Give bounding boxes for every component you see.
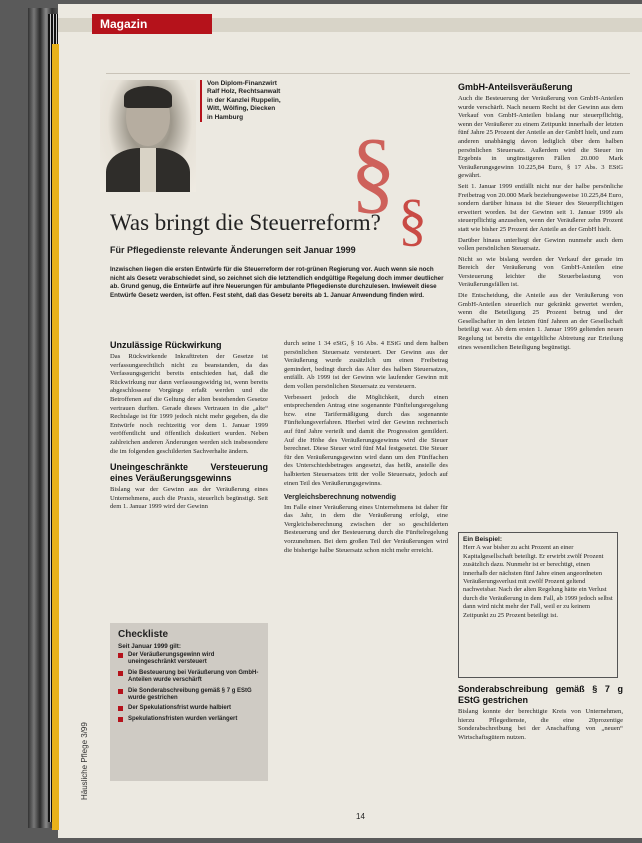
article-title: Was bringt die Steuerreform? bbox=[110, 210, 381, 235]
page-number: 14 bbox=[356, 812, 365, 821]
example-box bbox=[458, 532, 618, 678]
checklist-item: Der Spekulationsfrist wurde halbiert bbox=[118, 705, 260, 712]
body-text: Seit 1. Januar 1999 entfällt nicht nur der halbe persönliche Freibetrag von 20.000 Mark beziehungsweise 10.225,84 Euro, sondern darüber hinaus ist die Steuer des Steuerpflichtigen erweitert worden. Ist der Gewinn seit 1. Januar 1999 als steuerpflichtig anzusehen, wenn der Veräußerer zehn Prozent statt wie bisher 25 Prozent der Anteile an der GmbH hielt. bbox=[458, 182, 623, 233]
body-text: Darüber hinaus unterliegt der Gewinn nunmehr auch dem vollen persönlichen Steuersatz. bbox=[458, 236, 623, 253]
example-text: Herr A war bisher zu acht Prozent an einer Kapitalgesellschaft beteiligt. Er erwirbt zwölf Prozent zusätzlich dazu. Nunmehr ist er berechtigt, einen innerhalb der nächsten fünf Jahre einen angeordneten Veräußerungsverlust mit zwölf Prozent geltend nachweisbar. Nach der alten Regelung hätte ein Verlust durch die Veräußerung in dem Fall, ab 1999 jedoch selbst dann wird nicht mehr der Fall, weil er zu keinem Zeitpunkt zu 25 Prozent beteiligt ist. bbox=[463, 544, 613, 619]
author-photo bbox=[100, 80, 196, 192]
body-text: Bislang konnte der berechtigte Kreis von Unternehmen, hierzu Pflegedienste, die eine 20prozentige Sonderabschreibung bei der Anschaffung von „neuen“ Wirtschaftsgütern nutzen. bbox=[458, 708, 623, 741]
page-edge-stripe bbox=[52, 44, 59, 830]
paragraph-symbol-graphic: § bbox=[350, 120, 396, 222]
checklist-item: Die Sonderabschreibung gemäß § 7 g EStG wurde gestrichen bbox=[118, 688, 260, 703]
section-heading: Vergleichsberechnung notwendig bbox=[284, 494, 397, 502]
checklist-item: Spekulationsfristen wurden verlängert bbox=[118, 716, 260, 723]
checklist-subtitle: Seit Januar 1999 gilt: bbox=[118, 643, 181, 650]
body-text: Verbessert jedoch die Möglichkeit, durch einen entsprechenden Antrag eine sogenannte Fünftelungsregelung bzw. eine Tarifermäßigung durch das sogenannte Fünftelungsverfahren. Hierbei wird der Gewinn rechnerisch auf fünf Jahre verteilt und damit die Progression gemildert. Auf die Höhe des Veräußerungsgewinns wird die Steuer berechnet. Diese Steuer wird fünf Mal festgesetzt. Die Steuer für den Veräußerungsgewinn wird dann um den Fünffachen des Unterschiedsbetrages angesetzt, das heißt, anstelle des halbierten Steuersatzes tritt der volle Steuersatz, jedoch auf einen Teil des Veräußerungsgewinns. bbox=[284, 393, 448, 487]
column-3-bottom bbox=[458, 684, 623, 744]
byline-line: in der Kanzlei Ruppelin, bbox=[207, 96, 281, 104]
section-heading: GmbH-Anteilsveräußerung bbox=[458, 82, 573, 92]
section-label: Magazin bbox=[92, 14, 212, 34]
author-byline bbox=[200, 80, 337, 122]
byline-line: Witt, Wölfing, Diecken bbox=[207, 105, 276, 113]
checklist-box bbox=[110, 623, 268, 781]
article-subtitle: Für Pflegedienste relevante Änderungen seit Januar 1999 bbox=[110, 245, 356, 255]
section-heading: Sonderabschreibung gemäß § 7 g EStG gestrichen bbox=[458, 684, 623, 705]
body-text: Im Falle einer Veräußerung eines Unternehmens ist daher für das Jahr, in dem die Veräußerung erfolgt, eine Vergleichsberechnung zwischen der so geschilderten Besteuerung und der Besteuerung durch die Fünftelregelung vorzunehmen. Bei dem großen Teil der Veräußerungen wird die bisherige halbe Steuersatz schon nicht mehr erreicht. bbox=[284, 503, 448, 554]
journal-side-label: Häusliche Pflege 3/99 bbox=[80, 722, 89, 800]
body-text: Die Entscheidung, die Anteile aus der Veräußerung von GmbH-Anteilen steuerlich nur gekränkt gewertet werden, wenn die Beteiligung 25 Prozent betrug und der Gesellschafter in den letzten fünf Jahren an der Gesellschaft beteiligt war. Ab dem ersten 1. Januar 1999 geltenden neuen Regelung ist bereits die entgeltliche Abtretung zur Erteilung eines wesentlichen Beteiligung begünstigt. bbox=[458, 292, 623, 351]
byline-line: in Hamburg bbox=[207, 113, 244, 121]
example-title: Ein Beispiel: bbox=[463, 536, 503, 543]
body-text: Nicht so wie bislang werden der Verkauf der gerade im Bereich der Veräußerung von GmbH-Anteilen eine Versteuerung leichter die Steuerbelastung von Veräußerungsfällen ist. bbox=[458, 255, 623, 289]
body-text: durch seine 1 34 eStG, § 16 Abs. 4 EStG und dem halben persönlichen Steuersatz versteuert. Der Gewinn aus der Veräußerung wurde zusätzlich um einen Freibetrag gemindert, bedingt durch das Alter des halben Steuersatzes, entfällt. Ab 1999 ist der Gewinn wie laufender Gewinn mit dem vollen persönlichen Steuersatz zu versteuern. bbox=[284, 340, 448, 390]
body-text: Auch die Besteuerung der Veräußerung von GmbH-Anteilen wurde verschärft. Nach neuem Recht ist der Gewinn aus dem Verkauf von GmbH-Anteilen bislang nur steuerpflichtig, wenn der Veräußerer zu einem Zeitpunkt innerhalb der letzten fünf Jahre 25 Prozent der Anteile an der GmbH hielt, und zum anderen unabhängig davon lediglich über dem halben persönlichen Steuersatz. Außerdem wird die Steuer im Ergebnis in ungünstigeren Fällen 20.000 Mark Veräußerungsgewinn 10.225,84 Euro, § 17 Abs. 3 EStG gewährt. bbox=[458, 95, 623, 180]
paragraph-symbol-graphic: § bbox=[398, 187, 427, 252]
column-2 bbox=[284, 340, 448, 557]
body-text: Bislang war der Gewinn aus der Veräußerung eines Unternehmens, auch die Praxis, steuerlich begünstigt. Seit dem 1. Januar 1999 wird der Gewinn bbox=[110, 486, 268, 511]
checklist-item: Die Besteuerung bei Veräußerung von GmbH-Anteilen wurde verschärft bbox=[118, 670, 260, 685]
header-rule bbox=[106, 73, 630, 74]
section-heading: Uneingeschränkte Versteuerung eines Veräußerungsgewinns bbox=[110, 462, 268, 484]
section-heading: Unzulässige Rückwirkung bbox=[110, 340, 222, 350]
checklist-item: Der Veräußerungsgewinn wird uneingeschränkt versteuert bbox=[118, 652, 260, 667]
byline-line: Von Diplom-Finanzwirt bbox=[207, 80, 277, 87]
column-3 bbox=[458, 82, 623, 354]
article-lead: Inzwischen liegen die ersten Entwürfe für die Steuerreform der rot-grünen Regierung vor. Auch wenn sie noch nicht als Gesetz verabschiedet sind, so zeichnet sich die letztendlich endgültige Regelung doch immer deutlicher ab. Grund genug, die Entwürfe auf ihre Neuerungen für ambulante Pflegedienste durchzulesen. Inwieweit diese Entwürfe Gesetz werden, ist offen. Fest steht, daß das Gesetz bereits ab 1. Januar Anwendung finden wird. bbox=[110, 266, 444, 299]
checklist-title: Checkliste bbox=[118, 629, 169, 640]
body-text: Das Rückwirkende Inkrafttreten der Gesetze ist verfassungsrechtlich nicht zu beanstanden, da das Verfassungsgericht bereits entschieden hat, daß die Rückwirkung nur dann verfassungswidrig ist, wenn bereits abgeschlossene Vorgänge erfaßt werden und die Betroffenen auf die Geltung der alten bestehenden Gesetze vertrauen durften. Gerade dieses Vertrauen in die „alte“ Rechtslage ist für 1999 jedoch nicht mehr gegeben, da die Entwürfe noch rechtzeitig vor dem 1. Januar 1999 veröffentlicht und öffentlich diskutiert wurden. Neben zahlreichen anderen Änderungen werden sich insbesondere die im folgenden geschilderten Sachverhalte ändern. bbox=[110, 353, 268, 455]
byline-line: Ralf Holz, Rechtsanwalt bbox=[207, 88, 281, 96]
column-1 bbox=[110, 340, 268, 514]
